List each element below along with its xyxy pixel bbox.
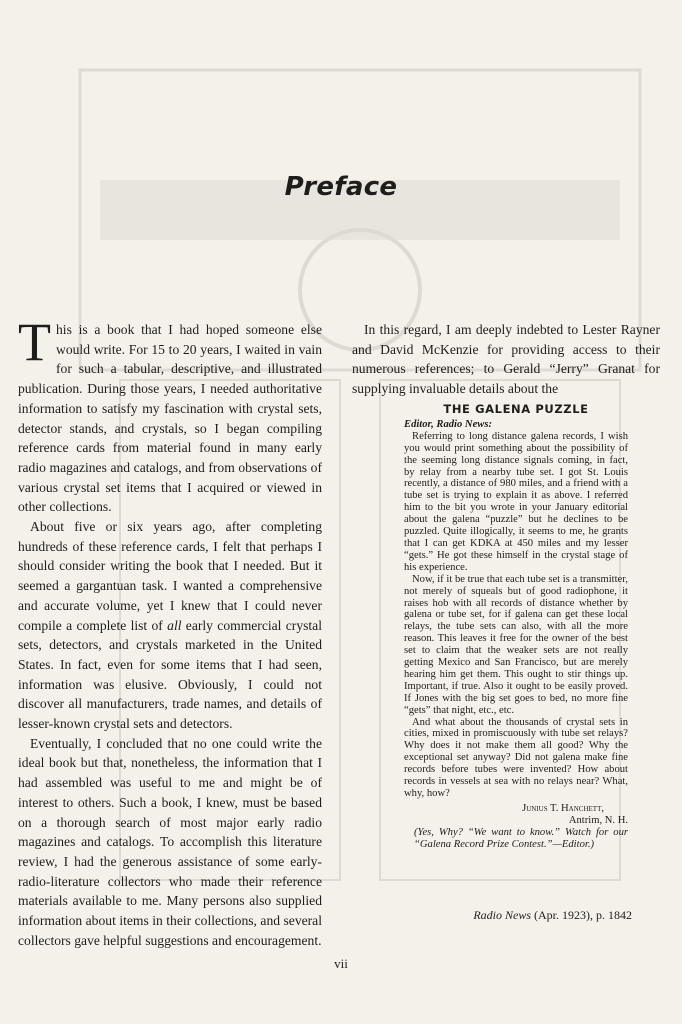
clipping-paragraph-3: And what about the thousands of crystal sets in cities, mixed in promiscuously with tube set relays? Why does it not make them all good? Why the exceptional set anyway? Did not galena make fine records before tubes were invented? How about records in vessels at sea with no relays near? What, why, how? bbox=[404, 716, 628, 799]
clipping-signature-name: Junius T. Hanchett, bbox=[522, 802, 604, 814]
galena-puzzle-clipping bbox=[404, 404, 628, 851]
paragraph-right-1: In this regard, I am deeply indebted to Lester Rayner and David McKenzie for providing access to their numerous references; to Gerald “Jerry” Granat for supplying invaluable details about the bbox=[352, 322, 660, 397]
preface-left-column bbox=[18, 312, 322, 951]
drop-cap: T bbox=[18, 312, 51, 372]
paragraph-1-text: his is a book that I had hoped someone else would write. For 15 to 20 years, I waited in vain for such a tabular, descriptive, and illustrated publication. During those years, I needed authoritative information to satisfy my fascination with crystal sets, detector stands, and crystals, so I began compiling reference cards from material found in many early radio magazines and catalogs, and from observations of various crystal set items that I acquired or viewed in other collections. bbox=[18, 322, 322, 515]
paragraph-1 bbox=[18, 312, 322, 517]
clipping-editor-note: (Yes, Why? “We want to know.” Watch for our “Galena Record Prize Contest.”—Editor.) bbox=[414, 826, 628, 850]
paragraph-3: Eventually, I concluded that no one could write the ideal book but that, nonetheless, the information that I had assembled was useful to me and might be of interest to others. Such a book, I knew, must be based on a thorough search of most major early radio magazines and catalogs. To accomplish this literature review, I had the generous assistance of some early-radio-literature collectors who made their reference materials available to me. Many persons also supplied information about items in their collections, and several collectors gave helpful suggestions and encouragement. bbox=[18, 735, 322, 948]
clipping-paragraph-1: Referring to long distance galena records, I wish you would print something about the possibility of the seeming long distance signals coming, in fact, by relay from a nearby tube set. I got St. Louis recently, a distance of 980 miles, and a friend with a tube set is trying to explain it as above. I referred him to the bit you wrote in your January editorial about the galena “puzzle” but he declines to be puzzled. Quite illogically, it seems to me, he grants that I can get KDKA at 450 miles and my lesser “gets.” He got these himself in the crystal stage of his experience. bbox=[404, 430, 628, 573]
paragraph-2 bbox=[18, 517, 322, 734]
clipping-source bbox=[460, 908, 632, 923]
source-publication: Radio News bbox=[473, 908, 531, 922]
page-number: vii bbox=[334, 956, 348, 971]
source-detail: (Apr. 1923), p. 1842 bbox=[534, 908, 632, 922]
paragraph-2-emphasis: all bbox=[167, 617, 182, 633]
clipping-signature-place: Antrim, N. H. bbox=[568, 814, 628, 826]
paragraph-2-text-a: About five or six years ago, after completing hundreds of these reference cards, I felt that perhaps I should consider writing the book that I needed. But it seemed a gargantuan task. I wanted a comprehensive and accurate volume, yet I knew that I could never compile a complete list of bbox=[18, 519, 322, 633]
paragraph-2-text-b: early commercial crystal sets, detectors, and crystals marketed in the United States. In fact, even for some items that I had seen, information was elusive. Obviously, I could not discover all manufacturers, trade names, and details of lesser-known crystal sets and detectors. bbox=[18, 617, 322, 732]
clipping-salutation: Editor, Radio News: bbox=[404, 418, 492, 430]
preface-right-column bbox=[352, 320, 660, 399]
clipping-paragraph-2: Now, if it be true that each tube set is a transmitter, not merely of squeals but of good radiophone, it raises hob with all records of distance whether by galena or tube set, for if galena can get these local relays, the tube sets can also, with all the more reason. This leaves it free for the owner of the best set to claim that the weaker sets are not really getting Mexico and San Francisco, but are merely hearing him get them. This ought to stir things up. Important, if true. Also it ought to be easily proved. If Jones with the big set goes to bed, no more fine “gets” that night, etc., etc. bbox=[404, 573, 628, 716]
page-title: Preface bbox=[284, 172, 398, 202]
clipping-title: THE GALENA PUZZLE bbox=[443, 402, 589, 416]
